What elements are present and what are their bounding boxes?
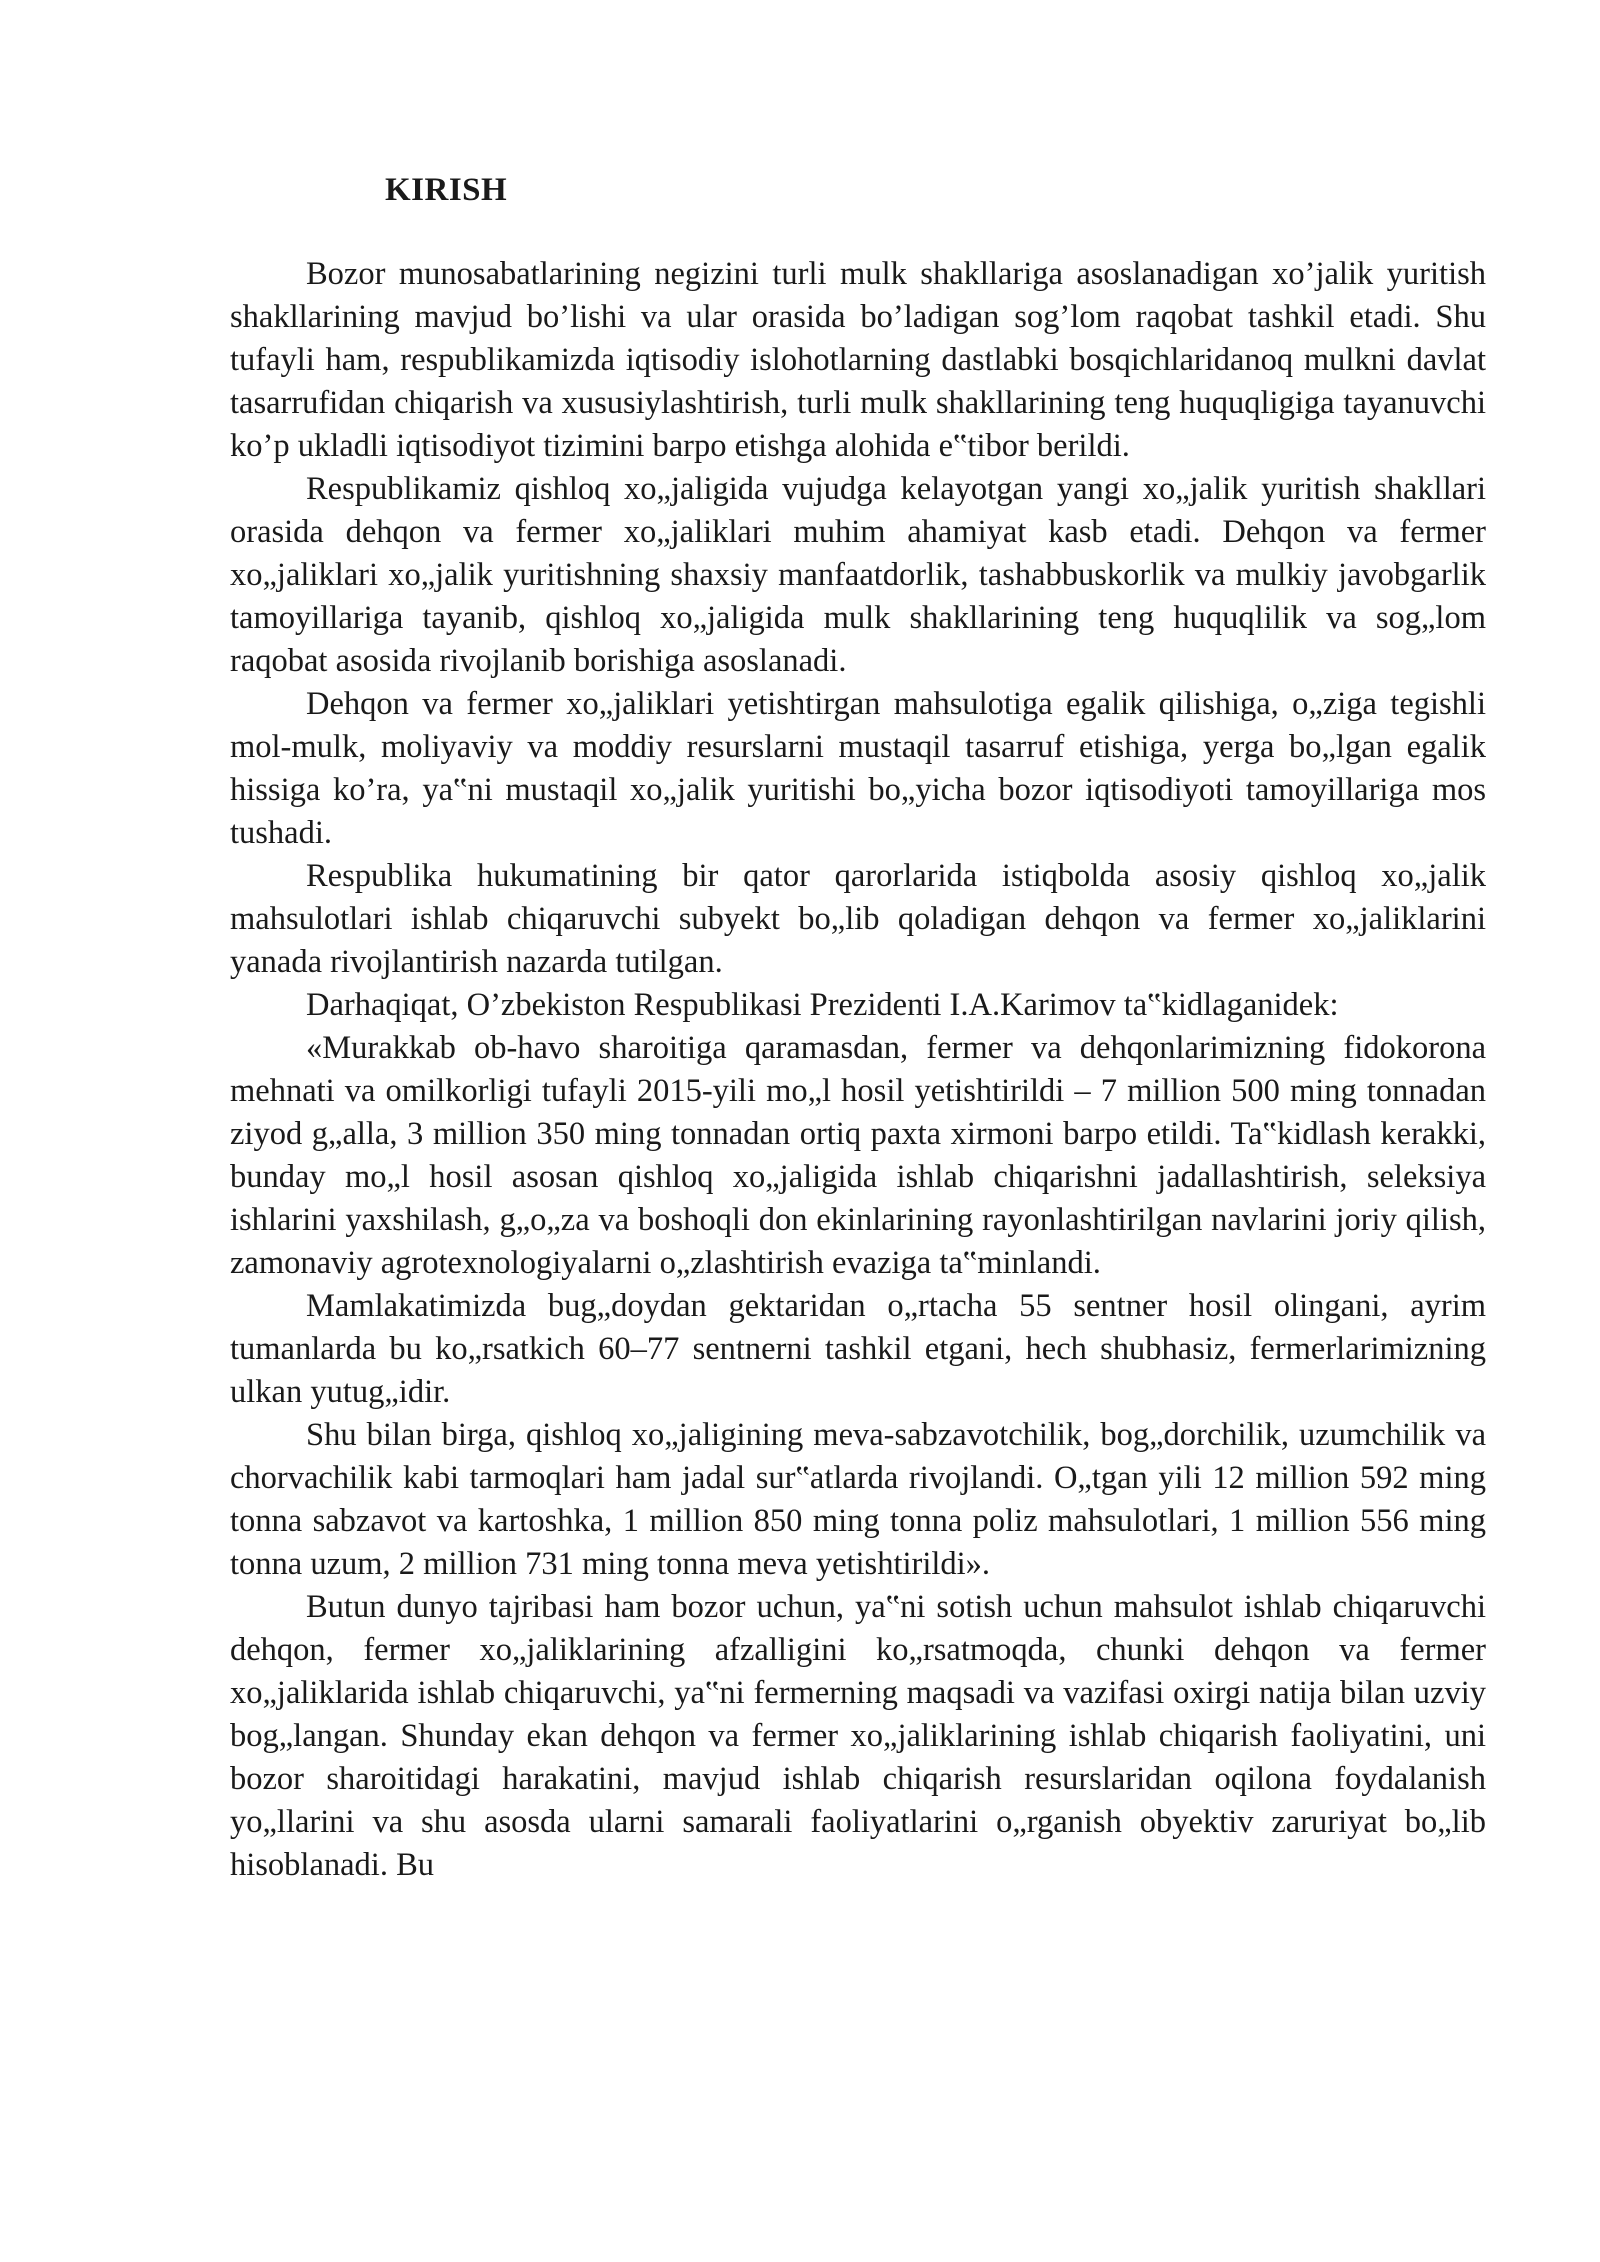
paragraph-2: Respublikamiz qishloq xo„jaligida vujudga kelayotgan yangi xo„jalik yuritish shakllari orasida dehqon va fermer xo„jaliklari muhim ahamiyat kasb etadi. Dehqon va fermer xo„jaliklari xo„jalik yuritishning shaxsiy manfaatdorlik, tashabbuskorlik va mulkiy javobgarlik tamoyillariga tayanib, qishloq xo„jaligida mulk shakllarining teng huquqlilik va sog„lom raqobat asosida rivojlanib borishiga asoslanadi. — [230, 471, 1486, 679]
page-title: KIRISH — [385, 172, 508, 208]
paragraph-6-quote: «Murakkab ob-havo sharoitiga qaramasdan, fermer va dehqonlarimizning fidokorona mehnati va omilkorligi tufayli 2015-yili mo„l hosil yetishtirildi – 7 million 500 ming tonnadan ziyod g„alla, 3 million 350 ming tonnadan ortiq paxta xirmoni barpo etildi. Ta‟kidlash kerakki, bunday mo„l hosil asosan qishloq xo„jaligida ishlab chiqarishni jadallashtirish, seleksiya ishlarini yaxshilash, g„o„za va boshoqli don ekinlarining rayonlashtirilgan navlarini joriy qilish, zamonaviy agrotexnologiyalarni o„zlashtirish evaziga ta‟minlandi. — [230, 1030, 1486, 1281]
paragraph-7-quote: Mamlakatimizda bug„doydan gektaridan o„rtacha 55 sentner hosil olingani, ayrim tumanlarda bu ko„rsatkich 60–77 sentnerni tashkil etgani, hech shubhasiz, fermerlarimizning ulkan yutug„idir. — [230, 1288, 1486, 1410]
paragraph-9: Butun dunyo tajribasi ham bozor uchun, ya‟ni sotish uchun mahsulot ishlab chiqaruvchi dehqon, fermer xo„jaliklarining afzalligini ko„rsatmoqda, chunki dehqon va fermer xo„jaliklarida ishlab chiqaruvchi, ya‟ni fermerning maqsadi va vazifasi oxirgi natija bilan uzviy bog„langan. Shunday ekan dehqon va fermer xo„jaliklarining ishlab chiqarish faoliyatini, uni bozor sharoitidagi harakatini, mavjud ishlab chiqarish resurslaridan oqilona foydalanish yo„llarini va shu asosda ularni samarali faoliyatlarini o„rganish obyektiv zaruriyat bo„lib hisoblanadi. Bu — [230, 1589, 1486, 1883]
paragraph-3: Dehqon va fermer xo„jaliklari yetishtirgan mahsulotiga egalik qilishiga, o„ziga tegishli mol-mulk, moliyaviy va moddiy resurslarni mustaqil tasarruf etishiga, yerga bo„lgan egalik hissiga ko’ra, ya‟ni mustaqil xo„jalik yuritishi bo„yicha bozor iqtisodiyoti tamoyillariga mos tushadi. — [230, 686, 1486, 851]
paragraph-4: Respublika hukumatining bir qator qarorlarida istiqbolda asosiy qishloq xo„jalik mahsulotlari ishlab chiqaruvchi subyekt bo„lib qoladigan dehqon va fermer xo„jaliklarini yanada rivojlantirish nazarda tutilgan. — [230, 858, 1486, 980]
paragraph-5: Darhaqiqat, O’zbekiston Respublikasi Prezidenti I.A.Karimov ta‟kidlaganidek: — [306, 987, 1339, 1023]
paragraph-8-quote: Shu bilan birga, qishloq xo„jaligining meva-sabzavotchilik, bog„dorchilik, uzumchilik va chorvachilik kabi tarmoqlari ham jadal sur‟atlarda rivojlandi. O„tgan yili 12 million 592 ming tonna sabzavot va kartoshka, 1 million 850 ming tonna poliz mahsulotlari, 1 million 556 ming tonna uzum, 2 million 731 ming tonna meva yetishtirildi». — [230, 1417, 1486, 1582]
document-body — [230, 253, 1486, 1887]
paragraph-1: Bozor munosabatlarining negizini turli mulk shakllariga asoslanadigan xo’jalik yuritish shakllarining mavjud bo’lishi va ular orasida bo’ladigan sog’lom raqobat tashkil etadi. Shu tufayli ham, respublikamizda iqtisodiy islohotlarning dastlabki bosqichlaridanoq mulkni davlat tasarrufidan chiqarish va xususiylashtirish, turli mulk shakllarining teng huquqligiga tayanuvchi ko’p ukladli iqtisodiyot tizimini barpo etishga alohida e‟tibor berildi. — [230, 256, 1486, 464]
